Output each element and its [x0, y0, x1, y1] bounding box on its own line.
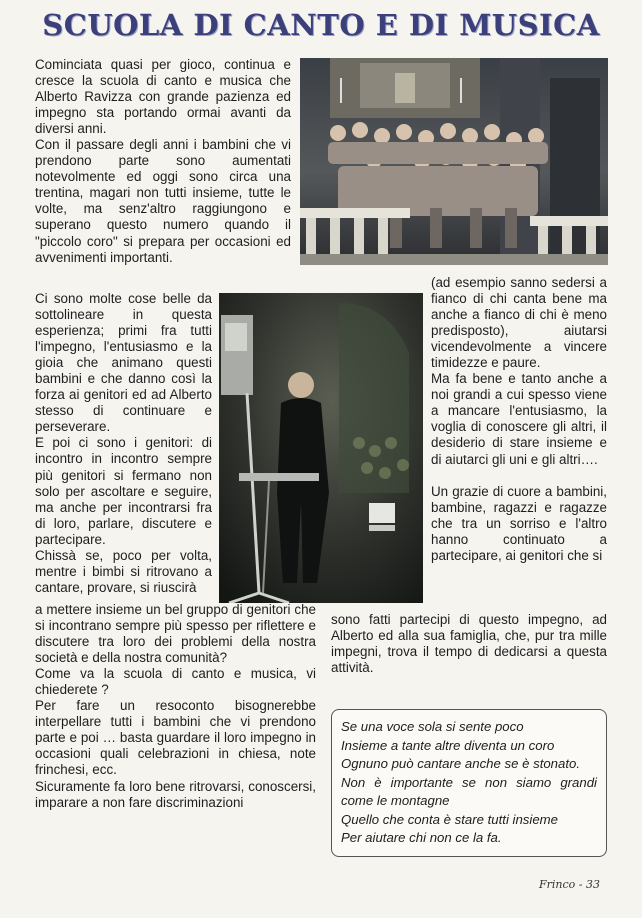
right-paragraph-3: Un grazie di cuore a bambini, bambine, ragazzi e ragazze che tra un sorriso e l'altro hanno continuato a partecipare, ai genitori che si [431, 483, 607, 563]
poem-box [331, 709, 607, 857]
choir-photo-icon [300, 58, 608, 265]
page-footer: Frinco - 33 [539, 878, 600, 891]
left-bottom-text [35, 602, 316, 811]
poem-line-1: Se una voce sola si sente poco [341, 719, 524, 734]
conductor-photo [219, 293, 423, 603]
left-bottom-paragraph-3: Per fare un resoconto bisognerebbe interpellare tutti i bambini che vi prendono parte e poi … basta guardare il loro impegno in occasioni quali celebrazioni in chiesa, note frinchesi, ecc. [35, 698, 316, 778]
poem-line-2: Insieme a tante altre diventa un coro [341, 737, 555, 753]
right-bottom-paragraph: sono fatti partecipi di questo impegno, ad Alberto ed alla sua famiglia, che, pur tra mille impegni, trova il tempo di dedicarsi a questa attività. [331, 612, 607, 676]
intro-paragraph-2: Con il passare degli anni i bambini che vi prendono parte sono aumentati notevolmente ed oggi sono circa una trentina, magari non tutti insieme, tutte le volte, ma senz'altro raggiungono e superano questo numero quando il "piccolo coro" si prepara per occasioni ed avvenimenti importanti. [35, 137, 291, 265]
left-bottom-paragraph-4: Sicuramente fa loro bene ritrovarsi, conoscersi, imparare a non fare discriminazioni [35, 778, 316, 810]
article-title: SCUOLA DI CANTO E DI MUSICA [42, 8, 600, 42]
left-paragraph-3: Chissà se, poco per volta, mentre i bimbi si ritrovano a cantare, provare, si riuscirà [35, 547, 212, 595]
intro-text [35, 57, 291, 266]
conductor-photo-icon [219, 293, 423, 603]
right-paragraph-1: (ad esempio sanno sedersi a fianco di chi canta bene ma anche a fianco di chi è meno predisposto), aiutarsi vicendevolmente a vincere timidezze e paure. [431, 275, 607, 371]
poem-line-4: Non è importante se non siamo grandi come le montagne [341, 774, 597, 808]
poem-line-3: Ognuno può cantare anche se è stonato. [341, 756, 581, 771]
choir-photo [300, 58, 608, 265]
right-paragraph-2: Ma fa bene e tanto anche a noi grandi a cui spesso viene a mancare l'entusiasmo, la voglia di conoscere gli altri, il desiderio di stare insieme e di aiutarci gli uni e gli altri…. [431, 371, 607, 467]
left-paragraph-2: E poi ci sono i genitori: di incontro in incontro sempre più genitori si fermano non solo per ascoltare e seguire, ma anche per incontrarsi fra di loro, parlare, discutere e partecipare. [35, 435, 212, 547]
poem-line-5: Quello che conta è stare tutti insieme [341, 811, 558, 827]
right-bottom-text [331, 612, 607, 676]
right-column-text [431, 275, 607, 564]
intro-paragraph-1: Cominciata quasi per gioco, continua e cresce la scuola di canto e musica che Alberto Ravizza con grande pazienza ed impegno sta portando ormai avanti da diversi anni. [35, 57, 291, 137]
poem-line-6: Per aiutare chi non ce la fa. [341, 830, 502, 845]
left-bottom-paragraph-1: a mettere insieme un bel gruppo di genitori che si incontrano sempre più spesso per riflettere e discutere tra loro dei problemi della nostra società e della nostra comunità? [35, 602, 316, 666]
left-bottom-paragraph-2: Come va la scuola di canto e musica, vi chiederete ? [35, 666, 316, 698]
left-column-text [35, 291, 212, 596]
left-paragraph-1: Ci sono molte cose belle da sottolineare in questa esperienza; primi fra tutti l'impegno, l'entusiasmo e la gioia che animano questi bambini e che danno così la forza ai genitori ed ad Alberto stesso di continuare e perseverare. [35, 291, 212, 435]
